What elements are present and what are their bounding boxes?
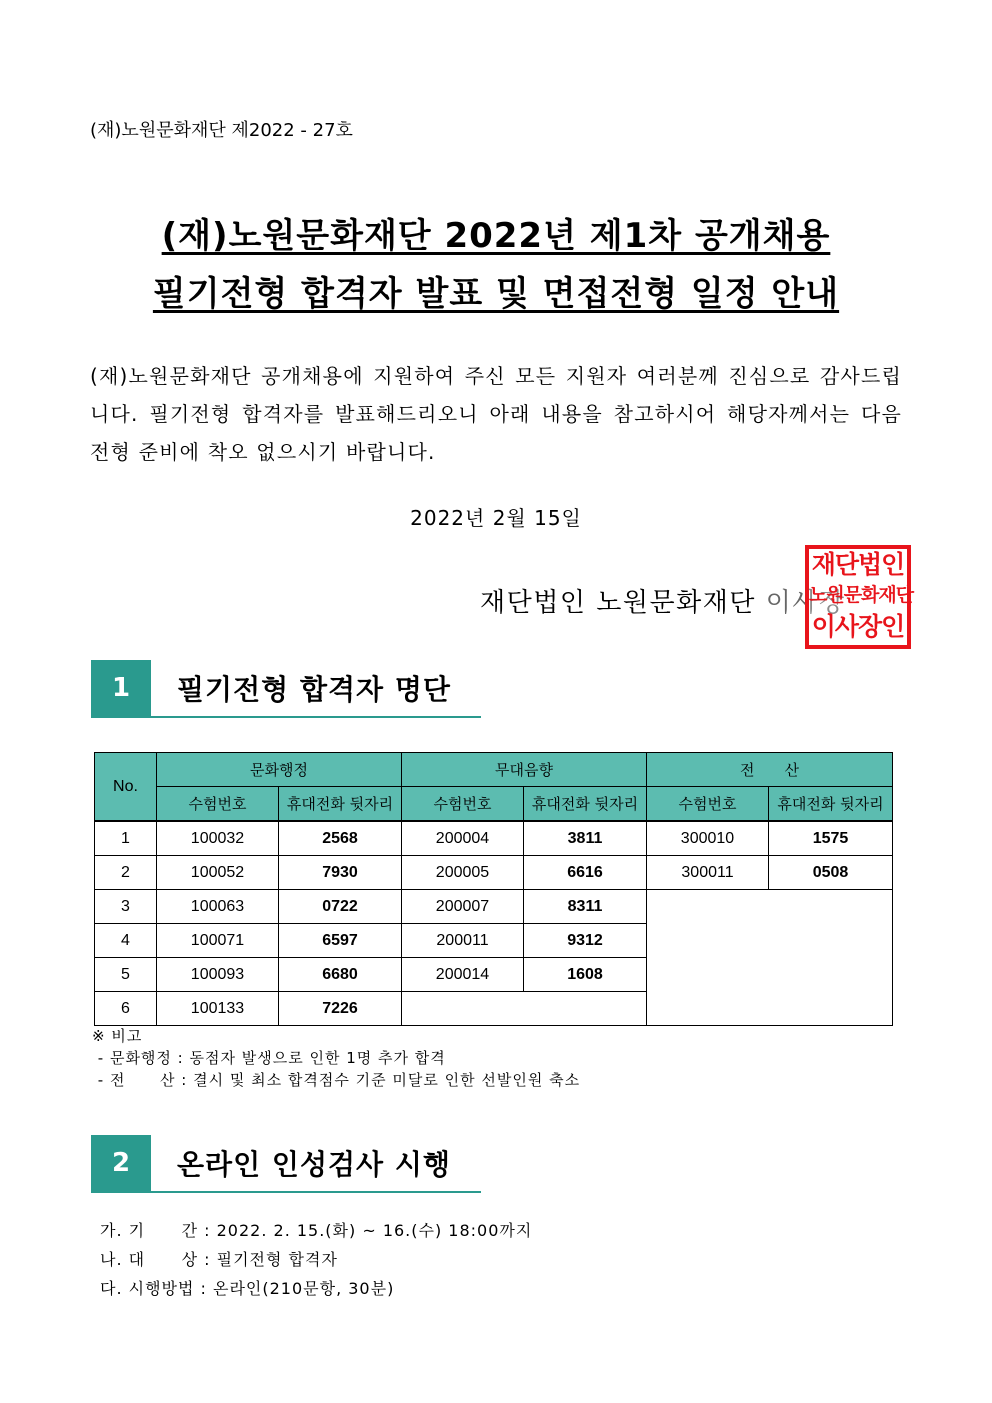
table-row <box>95 856 893 890</box>
subheader-exam-no: 수험번호 <box>402 787 524 822</box>
sound-phone: 9312 <box>524 924 647 958</box>
header-group-culture: 문화행정 <box>157 753 402 787</box>
it-phone: 0508 <box>769 856 893 890</box>
table-row <box>95 821 893 856</box>
notes <box>92 1025 580 1091</box>
subheader-phone: 휴대전화 뒷자리 <box>279 787 402 822</box>
notes-heading: ※ 비고 <box>92 1027 143 1045</box>
culture-phone: 6597 <box>279 924 402 958</box>
document-number: (재)노원문화재단 제2022 - 27호 <box>90 120 353 141</box>
culture-phone: 7226 <box>279 992 402 1026</box>
issuer-name: 재단법인 노원문화재단 <box>480 588 756 618</box>
section-2-header <box>91 1135 481 1193</box>
culture-exam-no: 100093 <box>157 958 279 992</box>
schedule-item: 나. 대 상 : 필기전형 합격자 <box>100 1250 338 1269</box>
culture-exam-no: 100052 <box>157 856 279 890</box>
announcement-date: 2022년 2월 15일 <box>410 506 582 530</box>
subheader-exam-no: 수험번호 <box>647 787 769 822</box>
empty-cell <box>647 890 893 1026</box>
schedule-list <box>100 1216 532 1303</box>
seal-line-1: 재단법인 <box>811 550 905 579</box>
title-line-1: (재)노원문화재단 2022년 제1차 공개채용 <box>161 216 831 256</box>
section-1-title: 필기전형 합격자 명단 <box>177 673 451 706</box>
seal-line-2: 노원문화재단 <box>809 584 914 606</box>
sound-phone: 1608 <box>524 958 647 992</box>
sound-exam-no: 200004 <box>402 821 524 856</box>
row-no: 3 <box>95 890 157 924</box>
section-2-title: 온라인 인성검사 시행 <box>177 1148 451 1181</box>
culture-phone: 7930 <box>279 856 402 890</box>
sound-exam-no: 200007 <box>402 890 524 924</box>
sound-exam-no: 200014 <box>402 958 524 992</box>
culture-phone: 6680 <box>279 958 402 992</box>
sound-exam-no: 200005 <box>402 856 524 890</box>
header-group-it: 전 산 <box>647 753 893 787</box>
culture-exam-no: 100133 <box>157 992 279 1026</box>
culture-phone: 2568 <box>279 821 402 856</box>
section-1-header <box>91 660 481 718</box>
culture-exam-no: 100063 <box>157 890 279 924</box>
note-item: - 전 산 : 결시 및 최소 합격점수 기준 미달로 인한 선발인원 축소 <box>92 1071 581 1089</box>
intro-text: (재)노원문화재단 공개채용에 지원하여 주신 모든 지원자 여러분께 진심으로 감사드립니다. 필기전형 합격자를 발표해드리오니 아래 내용을 참고하시어 해당자께서는 다음 전형 준비에 착오 없으시기 바랍니다. <box>90 364 902 464</box>
subheader-phone: 휴대전화 뒷자리 <box>524 787 647 822</box>
it-phone: 1575 <box>769 821 893 856</box>
sound-exam-no: 200011 <box>402 924 524 958</box>
row-no: 2 <box>95 856 157 890</box>
table-row <box>95 890 893 924</box>
it-exam-no: 300011 <box>647 856 769 890</box>
header-no: No. <box>95 753 157 822</box>
issuer <box>480 582 846 619</box>
table-header-row <box>95 753 893 787</box>
it-exam-no: 300010 <box>647 821 769 856</box>
subheader-exam-no: 수험번호 <box>157 787 279 822</box>
schedule-item: 다. 시행방법 : 온라인(210문항, 30분) <box>100 1279 395 1298</box>
culture-phone: 0722 <box>279 890 402 924</box>
passers-table <box>94 752 893 1026</box>
culture-exam-no: 100071 <box>157 924 279 958</box>
empty-cell <box>402 992 647 1026</box>
section-2-number: 2 <box>91 1135 151 1191</box>
subheader-phone: 휴대전화 뒷자리 <box>769 787 893 822</box>
intro-paragraph <box>90 357 902 471</box>
sound-phone: 3811 <box>524 821 647 856</box>
section-1-number: 1 <box>91 660 151 716</box>
official-seal <box>805 545 914 649</box>
table-subheader-row <box>95 787 893 822</box>
row-no: 4 <box>95 924 157 958</box>
title-line-2: 필기전형 합격자 발표 및 면접전형 일정 안내 <box>152 274 840 314</box>
note-item: - 문화행정 : 동점자 발생으로 인한 1명 추가 합격 <box>92 1049 446 1067</box>
header-group-sound: 무대음향 <box>402 753 647 787</box>
row-no: 6 <box>95 992 157 1026</box>
row-no: 1 <box>95 821 157 856</box>
seal-line-3: 이사장인 <box>811 612 905 641</box>
issuer-title: 이사장 <box>765 588 846 618</box>
schedule-item: 가. 기 간 : 2022. 2. 15.(화) ~ 16.(수) 18:00까지 <box>100 1221 533 1240</box>
row-no: 5 <box>95 958 157 992</box>
sound-phone: 6616 <box>524 856 647 890</box>
culture-exam-no: 100032 <box>157 821 279 856</box>
sound-phone: 8311 <box>524 890 647 924</box>
